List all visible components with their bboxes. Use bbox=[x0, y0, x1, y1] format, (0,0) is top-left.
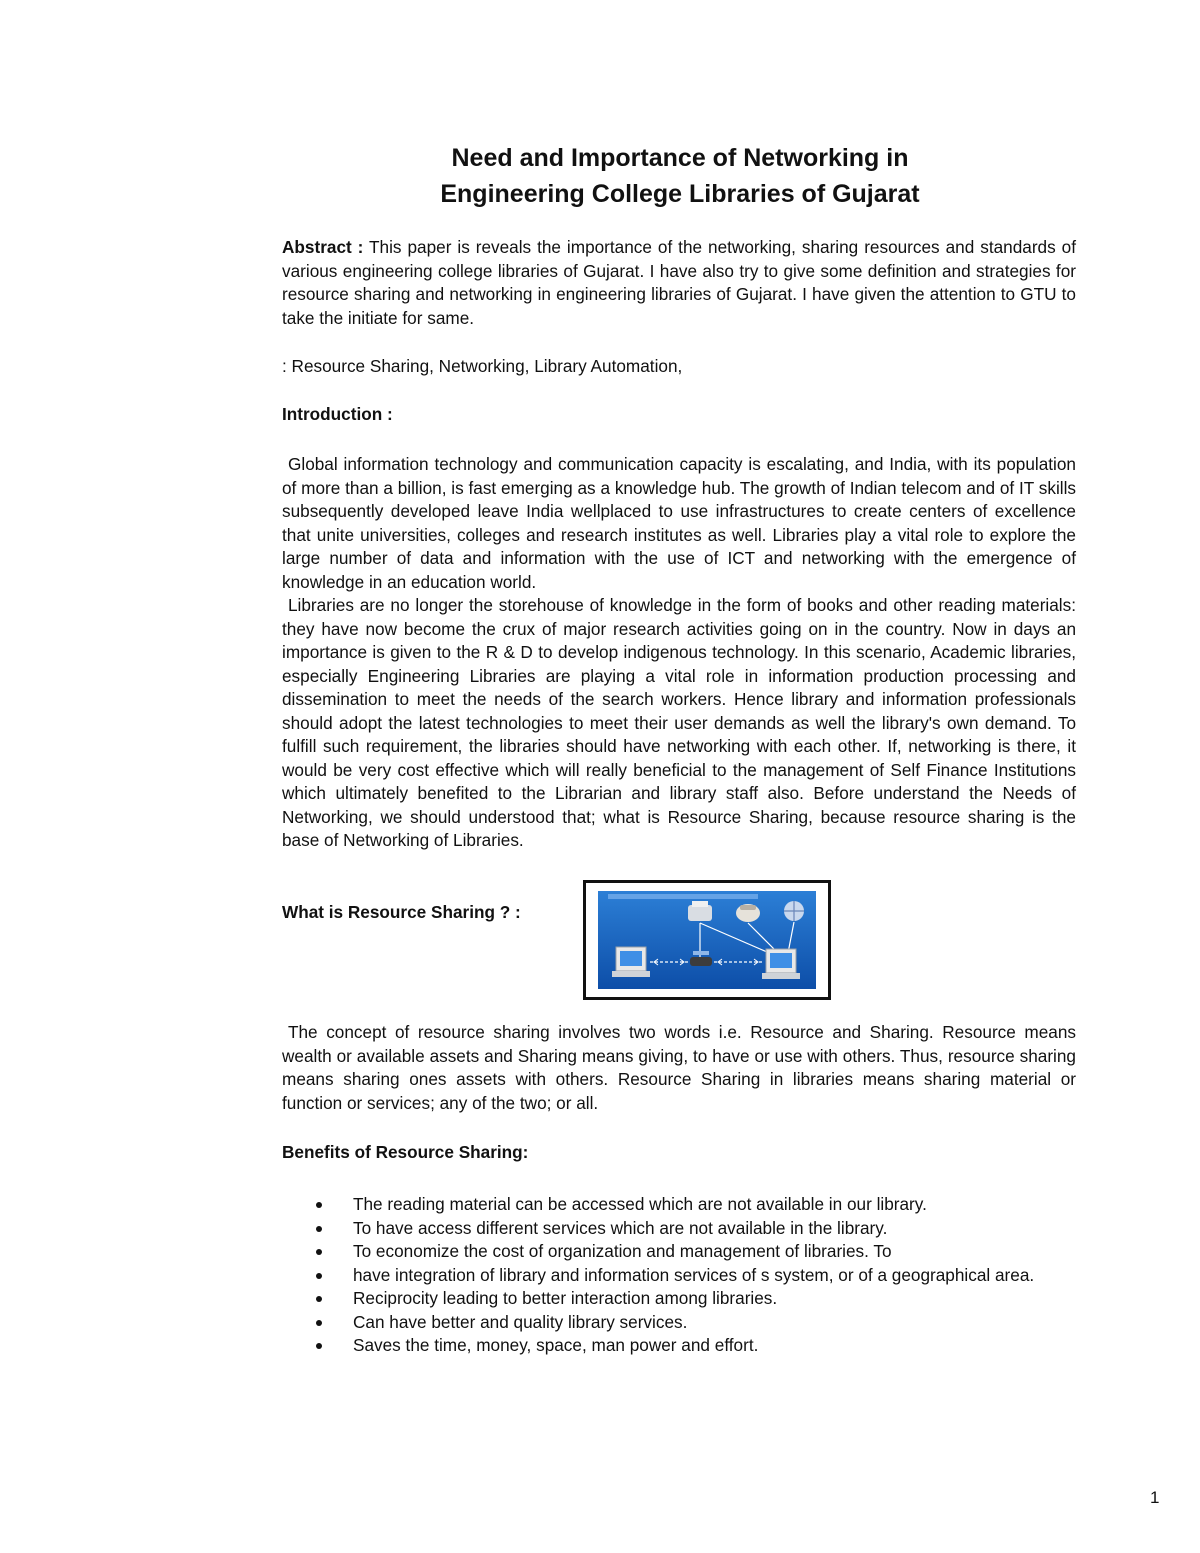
list-item: To economize the cost of organization and management of libraries. To bbox=[312, 1240, 1072, 1264]
list-item: Reciprocity leading to better interaction among libraries. bbox=[312, 1287, 1072, 1311]
bullet-icon bbox=[316, 1320, 322, 1326]
list-item: The reading material can be accessed which are not available in our library. bbox=[312, 1193, 1072, 1217]
list-item: have integration of library and information services of s system, or of a geographical area. bbox=[312, 1264, 1072, 1288]
computer-icon-left bbox=[612, 947, 650, 977]
network-diagram-figure bbox=[583, 880, 831, 1000]
title-line-2: Engineering College Libraries of Gujarat bbox=[440, 180, 920, 208]
bullet-icon bbox=[316, 1226, 322, 1232]
benefits-list bbox=[312, 1193, 1072, 1358]
introduction-paragraph-2: Libraries are no longer the storehouse of knowledge in the form of books and other reading materials: they have now become the crux of major research activities going on in the country. Now in days an importance is given to the R & D to develop indigenous technology. In this scenario, Academic libraries, especially Engineering Libraries are playing a vital role in information production processing and dissemination to meet the needs of the search workers. Hence library and information professionals should adopt the latest technologies to meet their user demands as well the library's own demand. To fulfill such requirement, the libraries should have networking with each other. If, networking is there, it would be very cost effective which will really beneficial to the management of Self Finance Institutions which ultimately benefited to the Librarian and library staff also. Before understand the Needs of Networking, we should understood that; what is Resource Sharing, because resource sharing is the base of Networking of Libraries. bbox=[282, 595, 1076, 850]
introduction-paragraph-1: Global information technology and communication capacity is escalating, and India, with its population of more than a billion, is fast emerging as a knowledge hub. The growth of Indian telecom and of IT skills subsequently developed leave India wellplaced to use infrastructures to create centers of excellence that unite universities, colleges and research institutes as well. Libraries play a vital role to explore the large number of data and information with the use of ICT and networking with the emergence of knowledge in an education world. bbox=[282, 454, 1076, 592]
diagram-caption-strip bbox=[608, 894, 758, 899]
list-item: Can have better and quality library services. bbox=[312, 1311, 1072, 1335]
resource-sharing-paragraph: The concept of resource sharing involves two words i.e. Resource and Sharing. Resource means wealth or available assets and Sharing means giving, to have or use with others. Thus, resource sharing means sharing ones assets with others. Resource Sharing in libraries means sharing material or function or services; any of the two; or all. bbox=[282, 1022, 1076, 1113]
router-icon bbox=[690, 951, 712, 966]
bullet-icon bbox=[316, 1296, 322, 1302]
computer-icon-right bbox=[762, 949, 800, 979]
paper-title bbox=[280, 140, 1080, 212]
bullet-icon bbox=[316, 1249, 322, 1255]
resource-sharing-heading: What is Resource Sharing ? : bbox=[282, 902, 521, 922]
list-item: To have access different services which are not available in the library. bbox=[312, 1217, 1072, 1241]
introduction-heading: Introduction : bbox=[282, 404, 393, 424]
bullet-icon bbox=[316, 1343, 322, 1349]
list-item: Saves the time, money, space, man power and effort. bbox=[312, 1334, 1072, 1358]
title-line-1: Need and Importance of Networking in bbox=[451, 144, 909, 172]
keywords-line: : Resource Sharing, Networking, Library Automation, bbox=[282, 356, 683, 376]
abstract-label: Abstract : bbox=[282, 237, 364, 257]
telephone-icon bbox=[736, 904, 760, 922]
benefits-heading: Benefits of Resource Sharing: bbox=[282, 1142, 529, 1162]
page-number: 1 bbox=[1150, 1488, 1160, 1507]
bullet-icon bbox=[316, 1273, 322, 1279]
globe-icon bbox=[784, 901, 804, 921]
abstract-text: This paper is reveals the importance of the networking, sharing resources and standards of various engineering college libraries of Gujarat. I have also try to give some definition and strategies for resource sharing and networking in engineering libraries of Gujarat. I have given the attention to GTU to take the initiate for same. bbox=[282, 237, 1076, 328]
network-diagram-icon bbox=[598, 891, 816, 989]
abstract-paragraph bbox=[282, 236, 1076, 330]
bullet-icon bbox=[316, 1202, 322, 1208]
